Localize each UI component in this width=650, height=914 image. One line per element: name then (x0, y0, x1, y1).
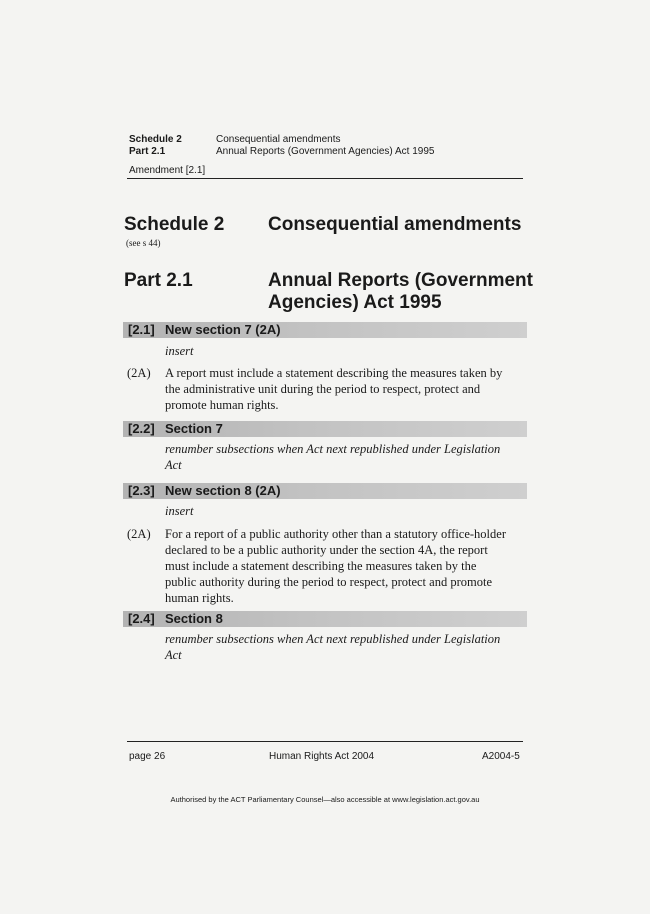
instruction-line: Act (165, 648, 182, 662)
header-divider (127, 178, 523, 179)
amendment-number: [2.2] (128, 421, 155, 436)
clause-line: A report must include a statement describing the measures taken by (165, 366, 503, 380)
amendment-title: Section 7 (165, 421, 223, 436)
amendment-instruction (165, 631, 527, 663)
clause-number: (2A) (127, 527, 151, 541)
part-title-line-2: Agencies) Act 1995 (268, 292, 442, 313)
amendment-title: New section 7 (2A) (165, 322, 281, 337)
footer-page-number: page 26 (129, 751, 166, 762)
clause-text (165, 365, 525, 413)
amendment-number: [2.1] (128, 322, 155, 337)
clause-line: declared to be a public authority under the section 4A, the report (165, 543, 488, 557)
schedule-title: Consequential amendments (268, 214, 522, 235)
amendment-number: [2.4] (128, 611, 155, 626)
clause-line: public authority during the period to respect, protect and promote (165, 575, 492, 589)
running-header-part (129, 146, 434, 158)
running-header-amendment: Amendment [2.1] (129, 165, 206, 176)
running-header-schedule-text: Consequential amendments (216, 134, 341, 145)
clause-line: human rights. (165, 591, 234, 605)
footer-act-name: Human Rights Act 2004 (269, 751, 375, 762)
amendment-instruction (165, 441, 527, 473)
footer-act-code: A2004-5 (482, 751, 520, 762)
running-header-schedule (129, 134, 341, 146)
running-header-part-label: Part 2.1 (129, 146, 166, 157)
clause-line: For a report of a public authority other than a statutory office-holder (165, 527, 506, 541)
amendment-heading-bar (123, 322, 527, 338)
part-number: Part 2.1 (124, 270, 193, 291)
running-header-part-text: Annual Reports (Government Agencies) Act 1995 (216, 146, 435, 157)
amendment-instruction: insert (165, 344, 194, 358)
instruction-line: Act (165, 458, 182, 472)
clause-text (165, 526, 525, 606)
amendment-number: [2.3] (128, 483, 155, 498)
amendment-title: New section 8 (2A) (165, 483, 281, 498)
clause-number: (2A) (127, 366, 151, 380)
part-title-line-1: Annual Reports (Government (268, 270, 533, 291)
amendment-heading-bar (123, 483, 527, 499)
amendment-instruction: insert (165, 504, 194, 518)
clause-line: must include a statement describing the measures taken by the (165, 559, 477, 573)
schedule-see-reference: (see s 44) (126, 238, 161, 248)
footer-authorisation: Authorised by the ACT Parliamentary Counsel—also accessible at www.legislation.act.gov.au (170, 795, 480, 804)
clause-line: promote human rights. (165, 398, 279, 412)
amendment-heading-bar (123, 421, 527, 437)
amendment-title: Section 8 (165, 611, 223, 626)
instruction-line: renumber subsections when Act next republished under Legislation (165, 632, 501, 646)
running-header-schedule-label: Schedule 2 (129, 134, 182, 145)
instruction-line: renumber subsections when Act next republished under Legislation (165, 442, 501, 456)
clause-line: the administrative unit during the period to respect, protect and (165, 382, 481, 396)
amendment-heading-bar (123, 611, 527, 627)
schedule-number: Schedule 2 (124, 214, 225, 235)
footer-divider (127, 741, 523, 742)
